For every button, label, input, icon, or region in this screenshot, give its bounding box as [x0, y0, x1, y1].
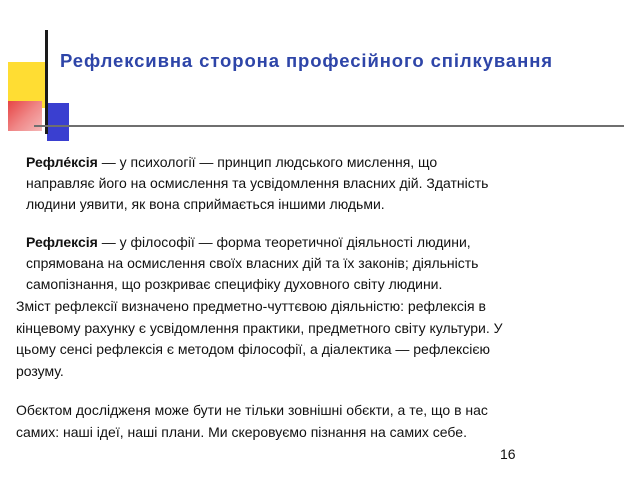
- paragraph-line: розуму.: [16, 362, 64, 379]
- definition-philosophy-line-3: самопізнання, що розкриває специфіку духовного світу людини.: [26, 276, 443, 293]
- definition-psychology-line-2: направляє його на осмислення та усвідомлення власних дій. Здатність: [26, 175, 489, 192]
- definition-psychology-line-1: [26, 152, 488, 173]
- title-underline: [34, 125, 624, 127]
- paragraph-line: кінцевому рахунку є усвідомлення практики, предметного світу культури. У: [16, 319, 503, 336]
- decor-vertical-line: [45, 30, 48, 134]
- definition-philosophy-term: Рефлексія: [26, 234, 98, 250]
- paragraph-line: цьому сенсі рефлексія є методом філософії, а діалектика — рефлексією: [16, 341, 491, 357]
- page-number: 16: [500, 446, 516, 462]
- decor-blue-square: [47, 103, 69, 141]
- paragraph-line: самих: наші ідеї, наші плани. Ми скеровуємо пізнання на самих себе.: [16, 423, 467, 440]
- definition-philosophy-line-2: спрямована на осмислення своїх власних дій та їх законів; діяльність: [26, 255, 479, 272]
- paragraph-line: Обєктом дослідженя може бути не тільки зовнішні обєкти, а те, що в нас: [16, 402, 488, 418]
- slide-title: Рефлексивна сторона професійного спілкування: [60, 50, 553, 71]
- definition-philosophy: [26, 232, 478, 296]
- paragraph-research-object: [16, 400, 488, 443]
- definition-psychology: [26, 152, 488, 216]
- definition-philosophy-line-1: [26, 232, 478, 253]
- paragraph-reflection-content: [16, 296, 503, 382]
- paragraph-line: Зміст рефлексії визначено предметно-чуттєвою діяльністю: рефлексія в: [16, 298, 486, 314]
- definition-psychology-line-1-text: — у психології — принцип людського мислення, що: [97, 154, 438, 170]
- definition-psychology-line-3: людини уявити, як вона сприймається іншими людьми.: [26, 196, 385, 213]
- definition-psychology-term: Рефле́ксія: [26, 154, 98, 170]
- definition-philosophy-line-1-text: — у філософії — форма теоретичної діяльності людини,: [97, 234, 471, 250]
